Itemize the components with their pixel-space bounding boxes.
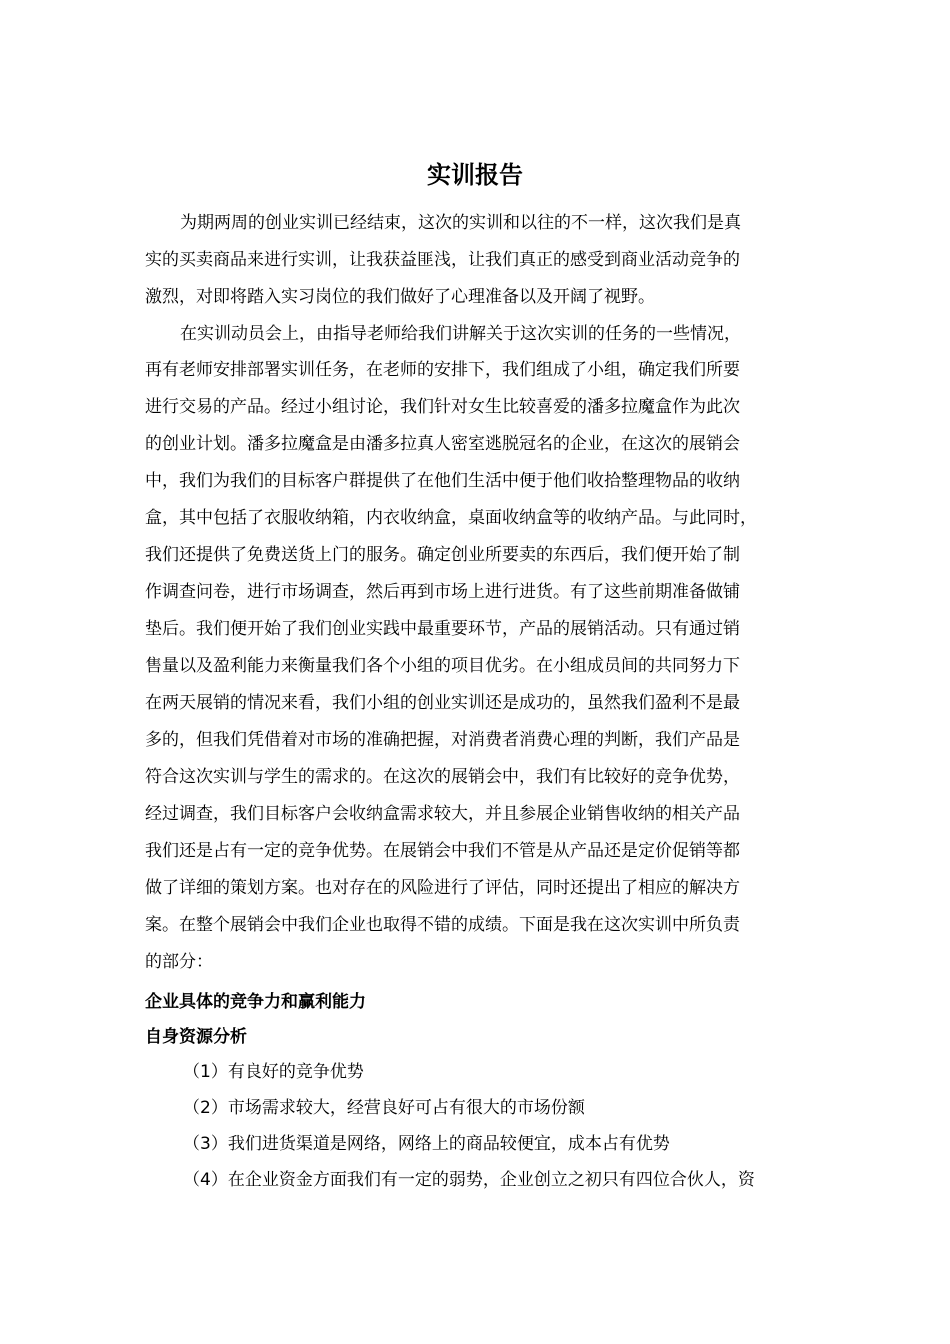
paragraph-line: 再有老师安排部署实训任务，在老师的安排下，我们组成了小组，确定我们所要 <box>145 360 740 380</box>
paragraph-line: 垫后。我们便开始了我们创业实践中最重要环节，产品的展销活动。只有通过销 <box>145 619 740 639</box>
paragraph-line: 中，我们为我们的目标客户群提供了在他们生活中便于他们收拾整理物品的收纳 <box>145 471 740 491</box>
paragraph-line: 盒，其中包括了衣服收纳箱，内衣收纳盒，桌面收纳盒等的收纳产品。与此同时， <box>145 508 757 528</box>
paragraph-line: 进行交易的产品。经过小组讨论，我们针对女生比较喜爱的潘多拉魔盒作为此次 <box>145 397 740 417</box>
paragraph-line: 售量以及盈利能力来衡量我们各个小组的项目优劣。在小组成员间的共同努力下 <box>145 656 740 676</box>
paragraph-line: 的部分： <box>145 952 213 972</box>
document-title: 实训报告 <box>427 161 523 189</box>
paragraph-line: 我们还是占有一定的竞争优势。在展销会中我们不管是从产品还是定价促销等都 <box>145 841 740 861</box>
list-item: （3）我们进货渠道是网络，网络上的商品较便宜，成本占有优势 <box>183 1134 670 1154</box>
list-item: （4）在企业资金方面我们有一定的弱势，企业创立之初只有四位合伙人，资 <box>183 1170 755 1190</box>
paragraph-line: 经过调查，我们目标客户会收纳盒需求较大，并且参展企业销售收纳的相关产品 <box>145 804 740 824</box>
section-heading: 企业具体的竞争力和赢利能力 <box>145 992 366 1012</box>
list-item: （1）有良好的竞争优势 <box>183 1062 364 1082</box>
paragraph-line: 的创业计划。潘多拉魔盒是由潘多拉真人密室逃脱冠名的企业，在这次的展销会 <box>145 434 740 454</box>
paragraph-line: 做了详细的策划方案。也对存在的风险进行了评估，同时还提出了相应的解决方 <box>145 878 740 898</box>
paragraph-line: 在实训动员会上，由指导老师给我们讲解关于这次实训的任务的一些情况， <box>180 324 741 344</box>
list-item: （2）市场需求较大，经营良好可占有很大的市场份额 <box>183 1098 585 1118</box>
paragraph-line: 在两天展销的情况来看，我们小组的创业实训还是成功的，虽然我们盈利不是最 <box>145 693 740 713</box>
paragraph-line: 作调查问卷，进行市场调查，然后再到市场上进行进货。有了这些前期准备做铺 <box>145 582 740 602</box>
paragraph-line: 符合这次实训与学生的需求的。在这次的展销会中，我们有比较好的竞争优势， <box>145 767 740 787</box>
paragraph-line: 实的买卖商品来进行实训，让我获益匪浅，让我们真正的感受到商业活动竞争的 <box>145 250 740 270</box>
paragraph-line: 案。在整个展销会中我们企业也取得不错的成绩。下面是我在这次实训中所负责 <box>145 915 740 935</box>
paragraph-line: 激烈，对即将踏入实习岗位的我们做好了心理准备以及开阔了视野。 <box>145 287 655 307</box>
subsection-heading: 自身资源分析 <box>145 1027 247 1047</box>
paragraph-line: 多的，但我们凭借着对市场的准确把握，对消费者消费心理的判断，我们产品是 <box>145 730 740 750</box>
paragraph-line: 为期两周的创业实训已经结束，这次的实训和以往的不一样，这次我们是真 <box>180 213 741 233</box>
paragraph-line: 我们还提供了免费送货上门的服务。确定创业所要卖的东西后，我们便开始了制 <box>145 545 740 565</box>
